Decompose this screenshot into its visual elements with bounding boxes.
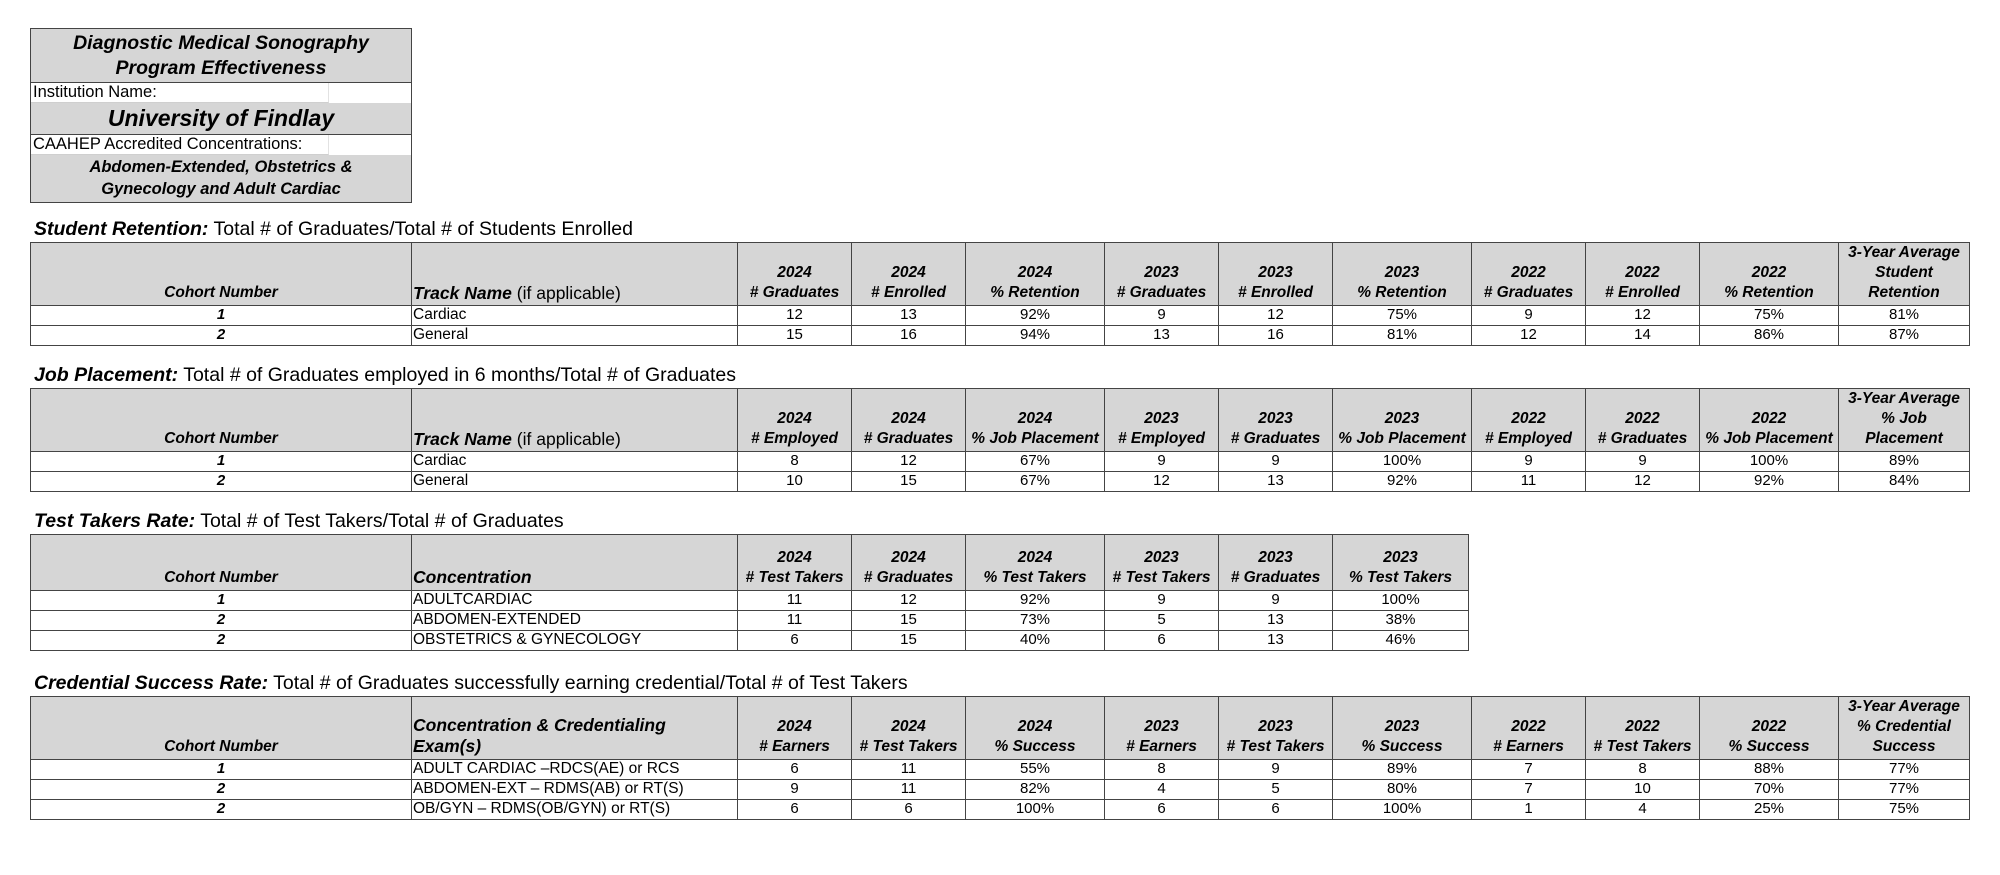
col-year: 2022 [1751,410,1787,427]
cell: 1 [1472,800,1586,820]
col-year: 2022 [1625,718,1660,735]
col-year: 2023 [1384,718,1420,735]
cohort-number: 1 [31,591,412,611]
col-header [1105,243,1219,306]
retention-caption [34,218,633,241]
table-row [31,591,1469,611]
col-year: 2024 [1017,410,1053,427]
table-row [31,631,1469,651]
col-year: 2023 [1144,410,1179,427]
cell: 12 [852,591,966,611]
table-row [31,472,1970,492]
cell: 9 [1219,591,1333,611]
cell: 16 [1219,326,1333,346]
credential-caption-text: Total # of Graduates successfully earning credential/Total # of Test Takers [268,672,908,694]
cell: 11 [1472,472,1586,492]
cell: 55% [966,760,1105,780]
avg-line: 3-Year Average [1848,244,1960,261]
col-header [738,697,852,760]
col-metric: # Earners [1126,738,1197,755]
col-year: 2024 [891,264,926,281]
placement-table [30,388,1970,492]
cell: 5 [1105,611,1219,631]
cell: 16 [852,326,966,346]
concentrations-line-2: Gynecology and Adult Cardiac [101,180,341,198]
col-metric: # Test Takers [745,569,844,586]
col-year: 2023 [1144,264,1179,281]
cohort-number: 1 [31,760,412,780]
col-year: 2024 [777,549,812,566]
cell: 9 [738,780,852,800]
col-year: 2024 [1017,264,1053,281]
cell: 88% [1700,760,1839,780]
cell: 46% [1333,631,1469,651]
cell: 6 [738,631,852,651]
cell: 8 [1105,760,1219,780]
retention-caption-text: Total # of Graduates/Total # of Students Enrolled [208,218,633,240]
col-header [852,243,966,306]
cell: 13 [1219,472,1333,492]
cell: 70% [1700,780,1839,800]
col-year: 2023 [1384,264,1420,281]
retention-table [30,242,1970,346]
cell: 75% [1839,800,1970,820]
cell: 4 [1586,800,1700,820]
col-year: 2024 [1017,549,1053,566]
col-header [1700,389,1839,452]
avg-line: Student [1875,264,1933,281]
col-header-cohort: Cohort Number [31,535,412,591]
cell: 92% [1700,472,1839,492]
col-metric: # Graduates [749,284,840,301]
institution-label: Institution Name: [31,83,329,103]
col-header [1472,389,1586,452]
cell: 5 [1219,780,1333,800]
cell: 6 [1219,800,1333,820]
col-header [1105,389,1219,452]
cell: 94% [966,326,1105,346]
cell: 86% [1700,326,1839,346]
cell: 8 [1586,760,1700,780]
table-row [31,760,1970,780]
track-name: General [412,326,738,346]
col-year: 2024 [891,718,926,735]
credential-caption [34,672,908,695]
col-header [1333,697,1472,760]
cell: 92% [1333,472,1472,492]
col-header [852,389,966,452]
cell: 11 [852,760,966,780]
cell: 40% [966,631,1105,651]
program-title [31,29,411,83]
cell: 9 [1219,760,1333,780]
col-header [966,535,1105,591]
col-metric: # Graduates [863,569,954,586]
col-year: 2024 [777,718,812,735]
col-header [966,243,1105,306]
cell: 4 [1105,780,1219,800]
cell: 14 [1586,326,1700,346]
track-name-rest: (if applicable) [511,429,621,449]
cell: 38% [1333,611,1469,631]
cohort-number: 2 [31,780,412,800]
cell: 13 [1219,611,1333,631]
cohort-number: 2 [31,326,412,346]
cell: 9 [1219,452,1333,472]
placement-caption-bold: Job Placement: [34,364,179,386]
institution-name: University of Findlay [31,103,411,135]
cell: 15 [852,611,966,631]
col-header [738,389,852,452]
cell: 15 [852,631,966,651]
cell: 10 [738,472,852,492]
cell: 8 [738,452,852,472]
col-header-track [412,389,738,452]
cell: 15 [852,472,966,492]
cell: 12 [852,452,966,472]
col-year: 2024 [777,264,812,281]
col-header-cohort: Cohort Number [31,243,412,306]
avg-line: % Job [1881,410,1927,427]
col-header [1700,243,1839,306]
cell: 82% [966,780,1105,800]
cell: 84% [1839,472,1970,492]
cell: 13 [1219,631,1333,651]
col-header [1586,243,1700,306]
cell: 100% [1333,452,1472,472]
cell: 100% [1333,800,1472,820]
cell: 92% [966,306,1105,326]
col-metric: # Graduates [1230,569,1321,586]
cell: 9 [1105,306,1219,326]
cell: 89% [1839,452,1970,472]
cell: 89% [1333,760,1472,780]
title-line-1: Diagnostic Medical Sonography [73,32,369,54]
cell: 100% [1333,591,1469,611]
avg-line: Retention [1868,284,1940,301]
col-header [966,697,1105,760]
cell: 12 [1472,326,1586,346]
col-year: 2024 [891,410,926,427]
col-header [1333,535,1469,591]
col-header [1700,697,1839,760]
credential-table [30,696,1970,820]
cell: 11 [738,591,852,611]
test-takers-caption-text: Total # of Test Takers/Total # of Graduates [195,510,564,532]
col-metric: # Earners [759,738,830,755]
col-header [1105,535,1219,591]
col-header [738,243,852,306]
cell: 12 [1219,306,1333,326]
col-year: 2024 [1017,718,1053,735]
col-metric: % Retention [990,284,1080,301]
table-row [31,800,1970,820]
cohort-number: 2 [31,800,412,820]
col-year: 2023 [1258,410,1293,427]
table-row [31,780,1970,800]
concentrations-line-1: Abdomen-Extended, Obstetrics & [89,158,353,176]
track-name-bold: Track Name [413,429,512,449]
track-name: General [412,472,738,492]
col-header [1333,389,1472,452]
table-row [31,611,1469,631]
col-year: 2023 [1144,718,1179,735]
track-name: Cardiac [412,452,738,472]
col-metric: # Graduates [1483,284,1574,301]
cell: 100% [1700,452,1839,472]
concentration-header-line: Concentration & Credentialing [413,715,666,735]
col-metric: % Test Takers [1348,569,1453,586]
col-metric: % Job Placement [971,430,1099,447]
cell: 15 [738,326,852,346]
col-metric: # Graduates [1230,430,1321,447]
col-year: 2022 [1751,264,1787,281]
cell: 25% [1700,800,1839,820]
col-metric: % Retention [1724,284,1814,301]
cell: 100% [966,800,1105,820]
cell: 77% [1839,780,1970,800]
cell: 9 [1472,306,1586,326]
cohort-number: 2 [31,611,412,631]
cell: 67% [966,472,1105,492]
placement-caption [34,364,736,387]
cell: 81% [1839,306,1970,326]
col-header [1586,697,1700,760]
cell: 6 [1105,800,1219,820]
placement-caption-text: Total # of Graduates employed in 6 months/Total # of Graduates [178,364,737,386]
cell: 13 [852,306,966,326]
col-year: 2022 [1625,264,1660,281]
cell: 11 [738,611,852,631]
col-header-track [412,243,738,306]
col-metric: % Job Placement [1338,430,1466,447]
col-year: 2024 [777,410,812,427]
col-metric: % Success [994,738,1076,755]
col-metric: # Employed [751,430,838,447]
col-header-average [1839,697,1970,760]
cell: 7 [1472,760,1586,780]
col-year: 2023 [1258,718,1293,735]
concentration-exam: OB/GYN – RDMS(OB/GYN) or RT(S) [412,800,738,820]
cell: 9 [1472,452,1586,472]
test-takers-caption-bold: Test Takers Rate: [34,510,196,532]
cell: 80% [1333,780,1472,800]
credential-caption-bold: Credential Success Rate: [34,672,269,694]
cell: 77% [1839,760,1970,780]
table-row [31,306,1970,326]
cohort-number: 1 [31,452,412,472]
concentration-name: OBSTETRICS & GYNECOLOGY [412,631,738,651]
avg-line: % Credential [1857,718,1951,735]
concentration-exam: ABDOMEN-EXT – RDMS(AB) or RT(S) [412,780,738,800]
col-header [1219,697,1333,760]
col-year: 2022 [1751,718,1787,735]
cell: 13 [1105,326,1219,346]
program-header [30,28,412,203]
col-year: 2022 [1511,410,1546,427]
col-header [738,535,852,591]
retention-caption-bold: Student Retention: [34,218,209,240]
cell: 6 [852,800,966,820]
col-metric: % Job Placement [1705,430,1833,447]
col-year: 2023 [1384,410,1420,427]
avg-line: Success [1872,738,1936,755]
col-header [1219,243,1333,306]
concentration-name: ADULTCARDIAC [412,591,738,611]
col-year: 2023 [1144,549,1179,566]
cell: 73% [966,611,1105,631]
col-metric: # Enrolled [1238,284,1313,301]
cell: 67% [966,452,1105,472]
col-metric: % Retention [1357,284,1447,301]
concentration-name: ABDOMEN-EXTENDED [412,611,738,631]
cell: 9 [1586,452,1700,472]
track-name-bold: Track Name [413,283,512,303]
col-header-average [1839,243,1970,306]
col-metric: # Graduates [1116,284,1207,301]
col-metric: # Test Takers [1112,569,1211,586]
avg-line: 3-Year Average [1848,390,1960,407]
col-metric: # Test Takers [1593,738,1692,755]
concentration-exam: ADULT CARDIAC –RDCS(AE) or RCS [412,760,738,780]
col-metric: % Success [1728,738,1810,755]
cell: 75% [1333,306,1472,326]
test-takers-caption [34,510,564,533]
avg-line: 3-Year Average [1848,698,1960,715]
table-row [31,452,1970,472]
cell: 11 [852,780,966,800]
col-header [1472,243,1586,306]
col-metric: # Enrolled [1605,284,1680,301]
col-metric: # Enrolled [871,284,946,301]
col-metric: # Graduates [863,430,954,447]
avg-line: Placement [1865,430,1943,447]
col-metric: # Graduates [1597,430,1688,447]
col-year: 2023 [1258,264,1293,281]
col-year: 2022 [1511,718,1546,735]
col-year: 2023 [1258,549,1293,566]
cohort-number: 2 [31,631,412,651]
col-header [852,535,966,591]
col-header-cohort: Cohort Number [31,389,412,452]
col-metric: # Test Takers [1226,738,1325,755]
col-metric: # Employed [1485,430,1572,447]
cell: 6 [1105,631,1219,651]
cohort-number: 2 [31,472,412,492]
col-header [1219,389,1333,452]
cell: 12 [738,306,852,326]
cell: 92% [966,591,1105,611]
concentrations-value [31,155,411,202]
col-header-average [1839,389,1970,452]
col-header [1219,535,1333,591]
cell: 7 [1472,780,1586,800]
col-metric: # Earners [1493,738,1564,755]
cohort-number: 1 [31,306,412,326]
col-header [1333,243,1472,306]
col-year: 2022 [1625,410,1660,427]
col-header-concentration: Concentration [412,535,738,591]
table-row [31,326,1970,346]
cell: 87% [1839,326,1970,346]
col-header [1586,389,1700,452]
col-year: 2023 [1383,549,1418,566]
col-year: 2024 [891,549,926,566]
col-header-concentration [412,697,738,760]
track-name-rest: (if applicable) [511,283,621,303]
cell: 6 [738,800,852,820]
test-takers-table [30,534,1469,651]
cell: 12 [1586,306,1700,326]
cell: 12 [1586,472,1700,492]
col-metric: # Test Takers [859,738,958,755]
cell: 9 [1105,452,1219,472]
col-metric: % Success [1361,738,1443,755]
col-header-cohort: Cohort Number [31,697,412,760]
track-name: Cardiac [412,306,738,326]
cell: 75% [1700,306,1839,326]
title-line-2: Program Effectiveness [115,57,327,79]
col-metric: % Test Takers [983,569,1087,586]
col-header [966,389,1105,452]
cell: 9 [1105,591,1219,611]
concentration-header-line: Exam(s) [413,736,482,756]
col-header [1105,697,1219,760]
cell: 12 [1105,472,1219,492]
col-header [852,697,966,760]
col-year: 2022 [1511,264,1546,281]
col-metric: # Employed [1118,430,1205,447]
cell: 10 [1586,780,1700,800]
cell: 81% [1333,326,1472,346]
concentrations-label: CAAHEP Accredited Concentrations: [31,135,329,155]
col-header [1472,697,1586,760]
cell: 6 [738,760,852,780]
